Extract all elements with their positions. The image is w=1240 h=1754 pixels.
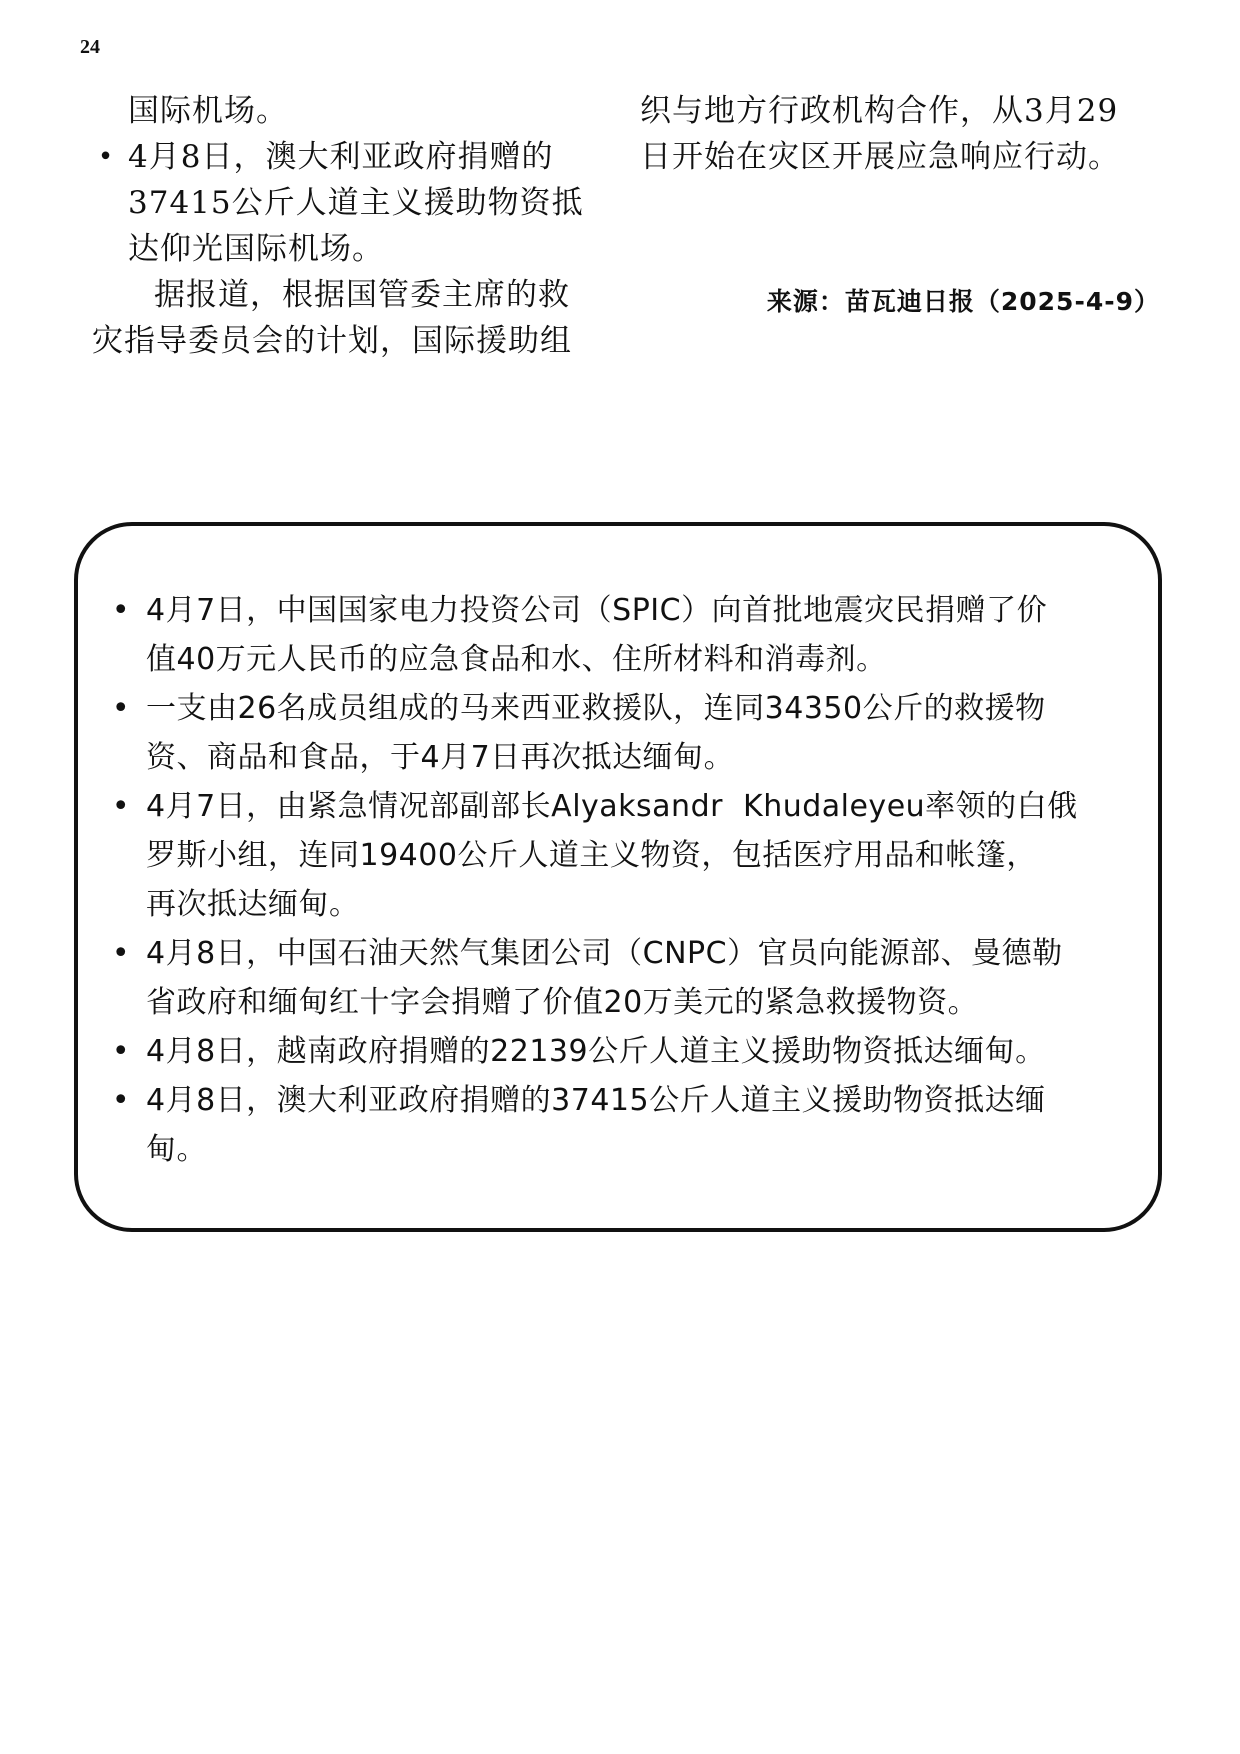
right-column — [640, 88, 1160, 180]
text-line: 省政府和缅甸红十字会捐赠了价值20万美元的紧急救援物资。 — [146, 985, 979, 1020]
text-line: 甸。 — [146, 1132, 207, 1167]
body-paragraph — [92, 272, 612, 364]
source-citation: 来源：苗瓦迪日报（2025-4-9） — [766, 287, 1160, 316]
list-item — [92, 134, 612, 272]
bullet-icon: • — [111, 1083, 131, 1118]
text-line: 4月8日，中国石油天然气集团公司（CNPC）官员向能源部、曼德勒 — [146, 936, 1063, 971]
text-line: 织与地方行政机构合作，从3月29 — [640, 93, 1119, 129]
bullet-icon: • — [111, 1034, 131, 1069]
text-line: 灾指导委员会的计划，国际援助组 — [92, 323, 572, 359]
left-column — [92, 88, 612, 364]
list-item — [108, 1076, 1140, 1174]
text-line: 达仰光国际机场。 — [128, 231, 384, 267]
list-item — [108, 1027, 1140, 1076]
text-line: 一支由26名成员组成的马来西亚救援队，连同34350公斤的救援物 — [146, 691, 1046, 726]
bullet-icon: • — [111, 936, 131, 971]
bullet-icon: • — [111, 593, 131, 628]
text-line: 资、商品和食品，于4月7日再次抵达缅甸。 — [146, 740, 735, 775]
list-item — [108, 782, 1140, 929]
text-line: 再次抵达缅甸。 — [146, 887, 360, 922]
text-line: 值40万元人民币的应急食品和水、住所材料和消毒剂。 — [146, 642, 887, 677]
continuation-text — [92, 88, 612, 134]
page-number: 24 — [80, 36, 100, 58]
text-line: 4月7日，由紧急情况部副部长Alyaksandr Khudaleyeu率领的白俄 — [146, 789, 1078, 824]
list-item — [108, 929, 1140, 1027]
list-item — [108, 684, 1140, 782]
bullet-icon: • — [97, 142, 115, 172]
text-line: 4月8日，澳大利亚政府捐赠的37415公斤人道主义援助物资抵达缅 — [146, 1083, 1046, 1118]
text-line: 日开始在灾区开展应急响应行动。 — [640, 139, 1120, 175]
text-line: 4月7日，中国国家电力投资公司（SPIC）向首批地震灾民捐赠了价 — [146, 593, 1048, 628]
bullet-icon: • — [111, 691, 131, 726]
text-line: 37415公斤人道主义援助物资抵 — [128, 185, 584, 221]
list-item — [108, 586, 1140, 684]
bullet-icon: • — [111, 789, 131, 824]
text-line: 国际机场。 — [128, 93, 288, 129]
text-line: 罗斯小组，连同19400公斤人道主义物资，包括医疗用品和帐篷， — [146, 838, 1037, 873]
text-line: 4月8日，越南政府捐赠的22139公斤人道主义援助物资抵达缅甸。 — [146, 1034, 1046, 1069]
text-line: 据报道，根据国管委主席的救 — [154, 277, 570, 313]
text-line: 4月8日，澳大利亚政府捐赠的 — [128, 139, 554, 175]
summary-list — [108, 586, 1140, 1174]
